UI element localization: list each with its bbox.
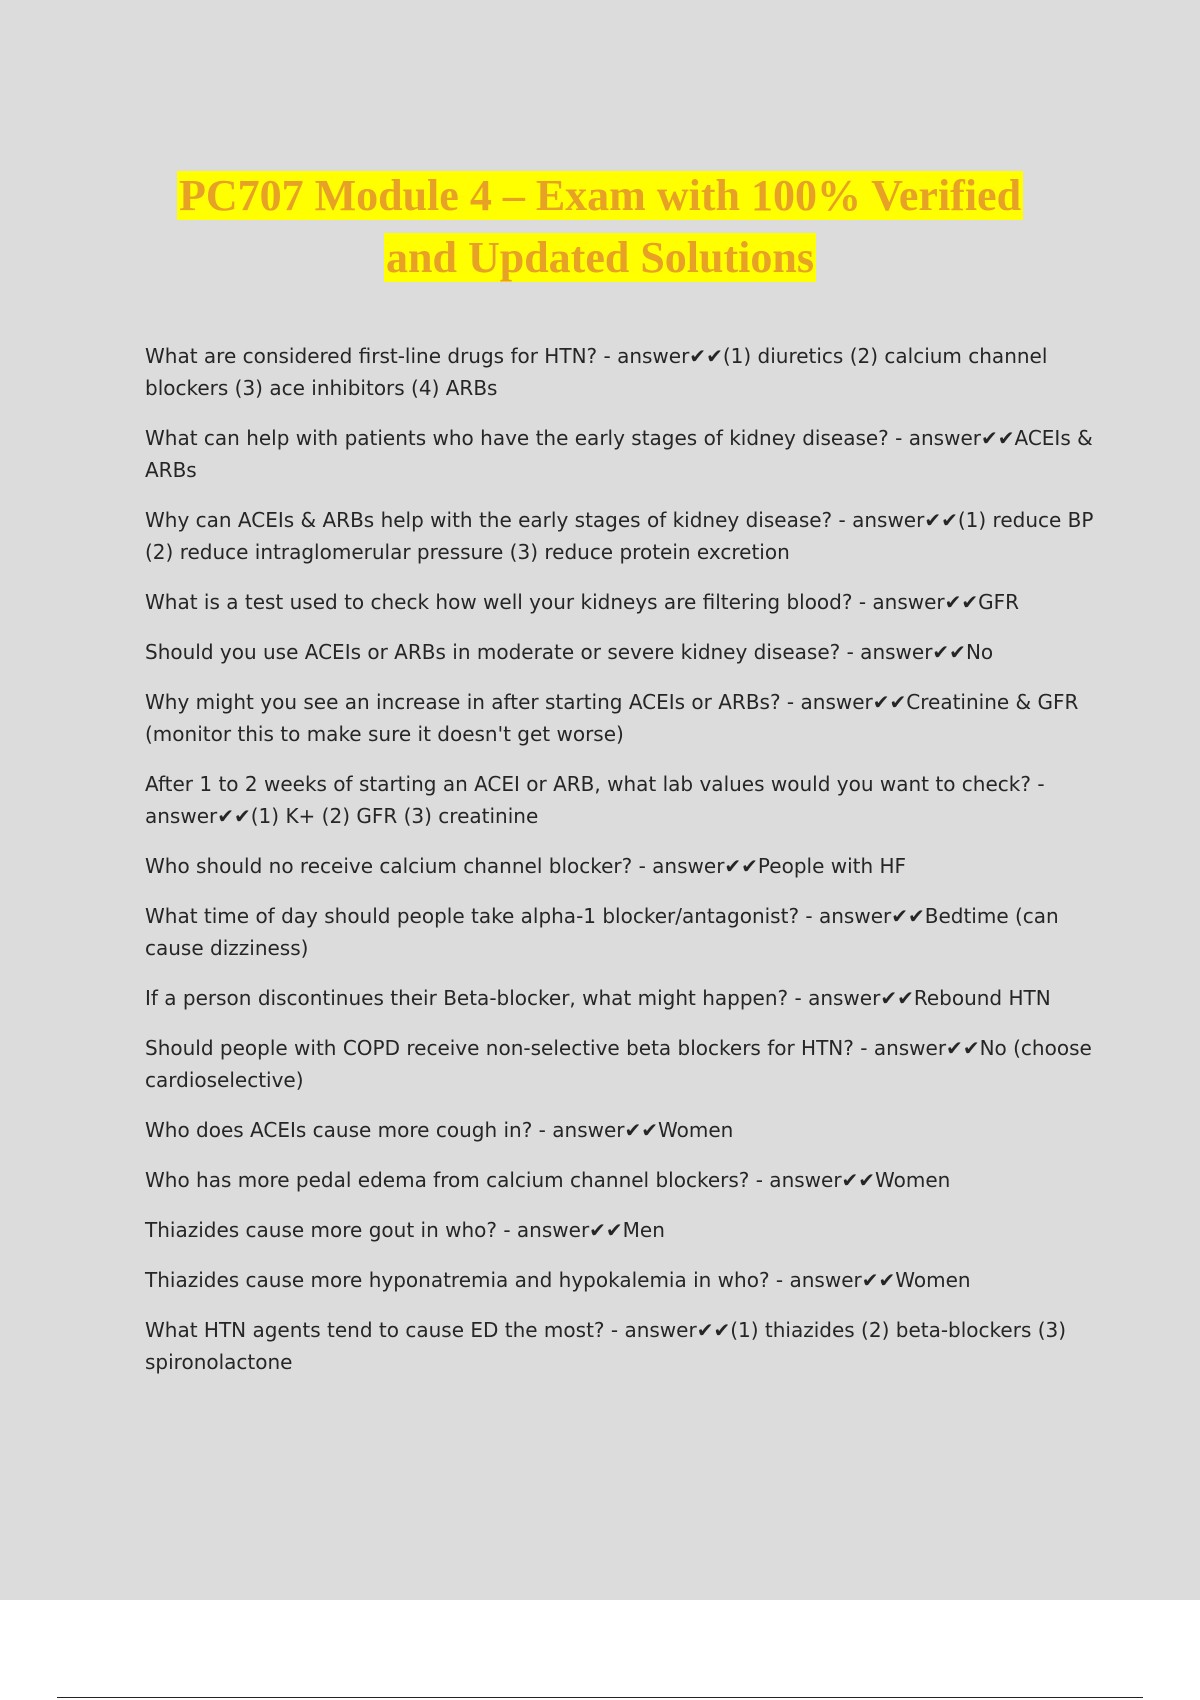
qa-item: Why might you see an increase in after starting ACEIs or ARBs? - answer✔✔Creatinine & GFR (monitor this to make sure it doesn't get worse): [145, 690, 1079, 746]
footer-divider: [57, 1697, 1143, 1698]
qa-item: Who has more pedal edema from calcium channel blockers? - answer✔✔Women: [145, 1168, 951, 1192]
qa-item: Who should no receive calcium channel blocker? - answer✔✔People with HF: [145, 854, 907, 878]
qa-item: Why can ACEIs & ARBs help with the early stages of kidney disease? - answer✔✔(1) reduce BP (2) reduce intraglomerular pressure (3) reduce protein excretion: [145, 508, 1094, 564]
qa-item: Who does ACEIs cause more cough in? - answer✔✔Women: [145, 1118, 734, 1142]
title-line-2: and Updated Solutions: [386, 233, 814, 282]
qa-item: Thiazides cause more hyponatremia and hypokalemia in who? - answer✔✔Women: [145, 1268, 971, 1292]
qa-item: What time of day should people take alpha-1 blocker/antagonist? - answer✔✔Bedtime (can cause dizziness): [145, 904, 1059, 960]
qa-item: What are considered first-line drugs for HTN? - answer✔✔(1) diuretics (2) calcium channel blockers (3) ace inhibitors (4) ARBs: [145, 344, 1048, 400]
qa-item: What HTN agents tend to cause ED the most? - answer✔✔(1) thiazides (2) beta-blockers (3) spironolactone: [145, 1318, 1067, 1374]
qa-item: After 1 to 2 weeks of starting an ACEI or ARB, what lab values would you want to check? - answer✔✔(1) K+ (2) GFR (3) creatinine: [145, 772, 1045, 828]
qa-item: Should you use ACEIs or ARBs in moderate or severe kidney disease? - answer✔✔No: [145, 640, 994, 664]
qa-item: Thiazides cause more gout in who? - answer✔✔Men: [145, 1218, 665, 1242]
qa-item: What can help with patients who have the early stages of kidney disease? - answer✔✔ACEIs & ARBs: [145, 426, 1093, 482]
qa-item: What is a test used to check how well your kidneys are filtering blood? - answer✔✔GFR: [145, 590, 1020, 614]
qa-list: [145, 340, 1095, 1396]
qa-item: If a person discontinues their Beta-blocker, what might happen? - answer✔✔Rebound HTN: [145, 986, 1051, 1010]
title-line-1: PC707 Module 4 – Exam with 100% Verified: [178, 171, 1022, 220]
document-title: [60, 165, 1140, 289]
qa-item: Should people with COPD receive non-selective beta blockers for HTN? - answer✔✔No (choose cardioselective): [145, 1036, 1092, 1092]
